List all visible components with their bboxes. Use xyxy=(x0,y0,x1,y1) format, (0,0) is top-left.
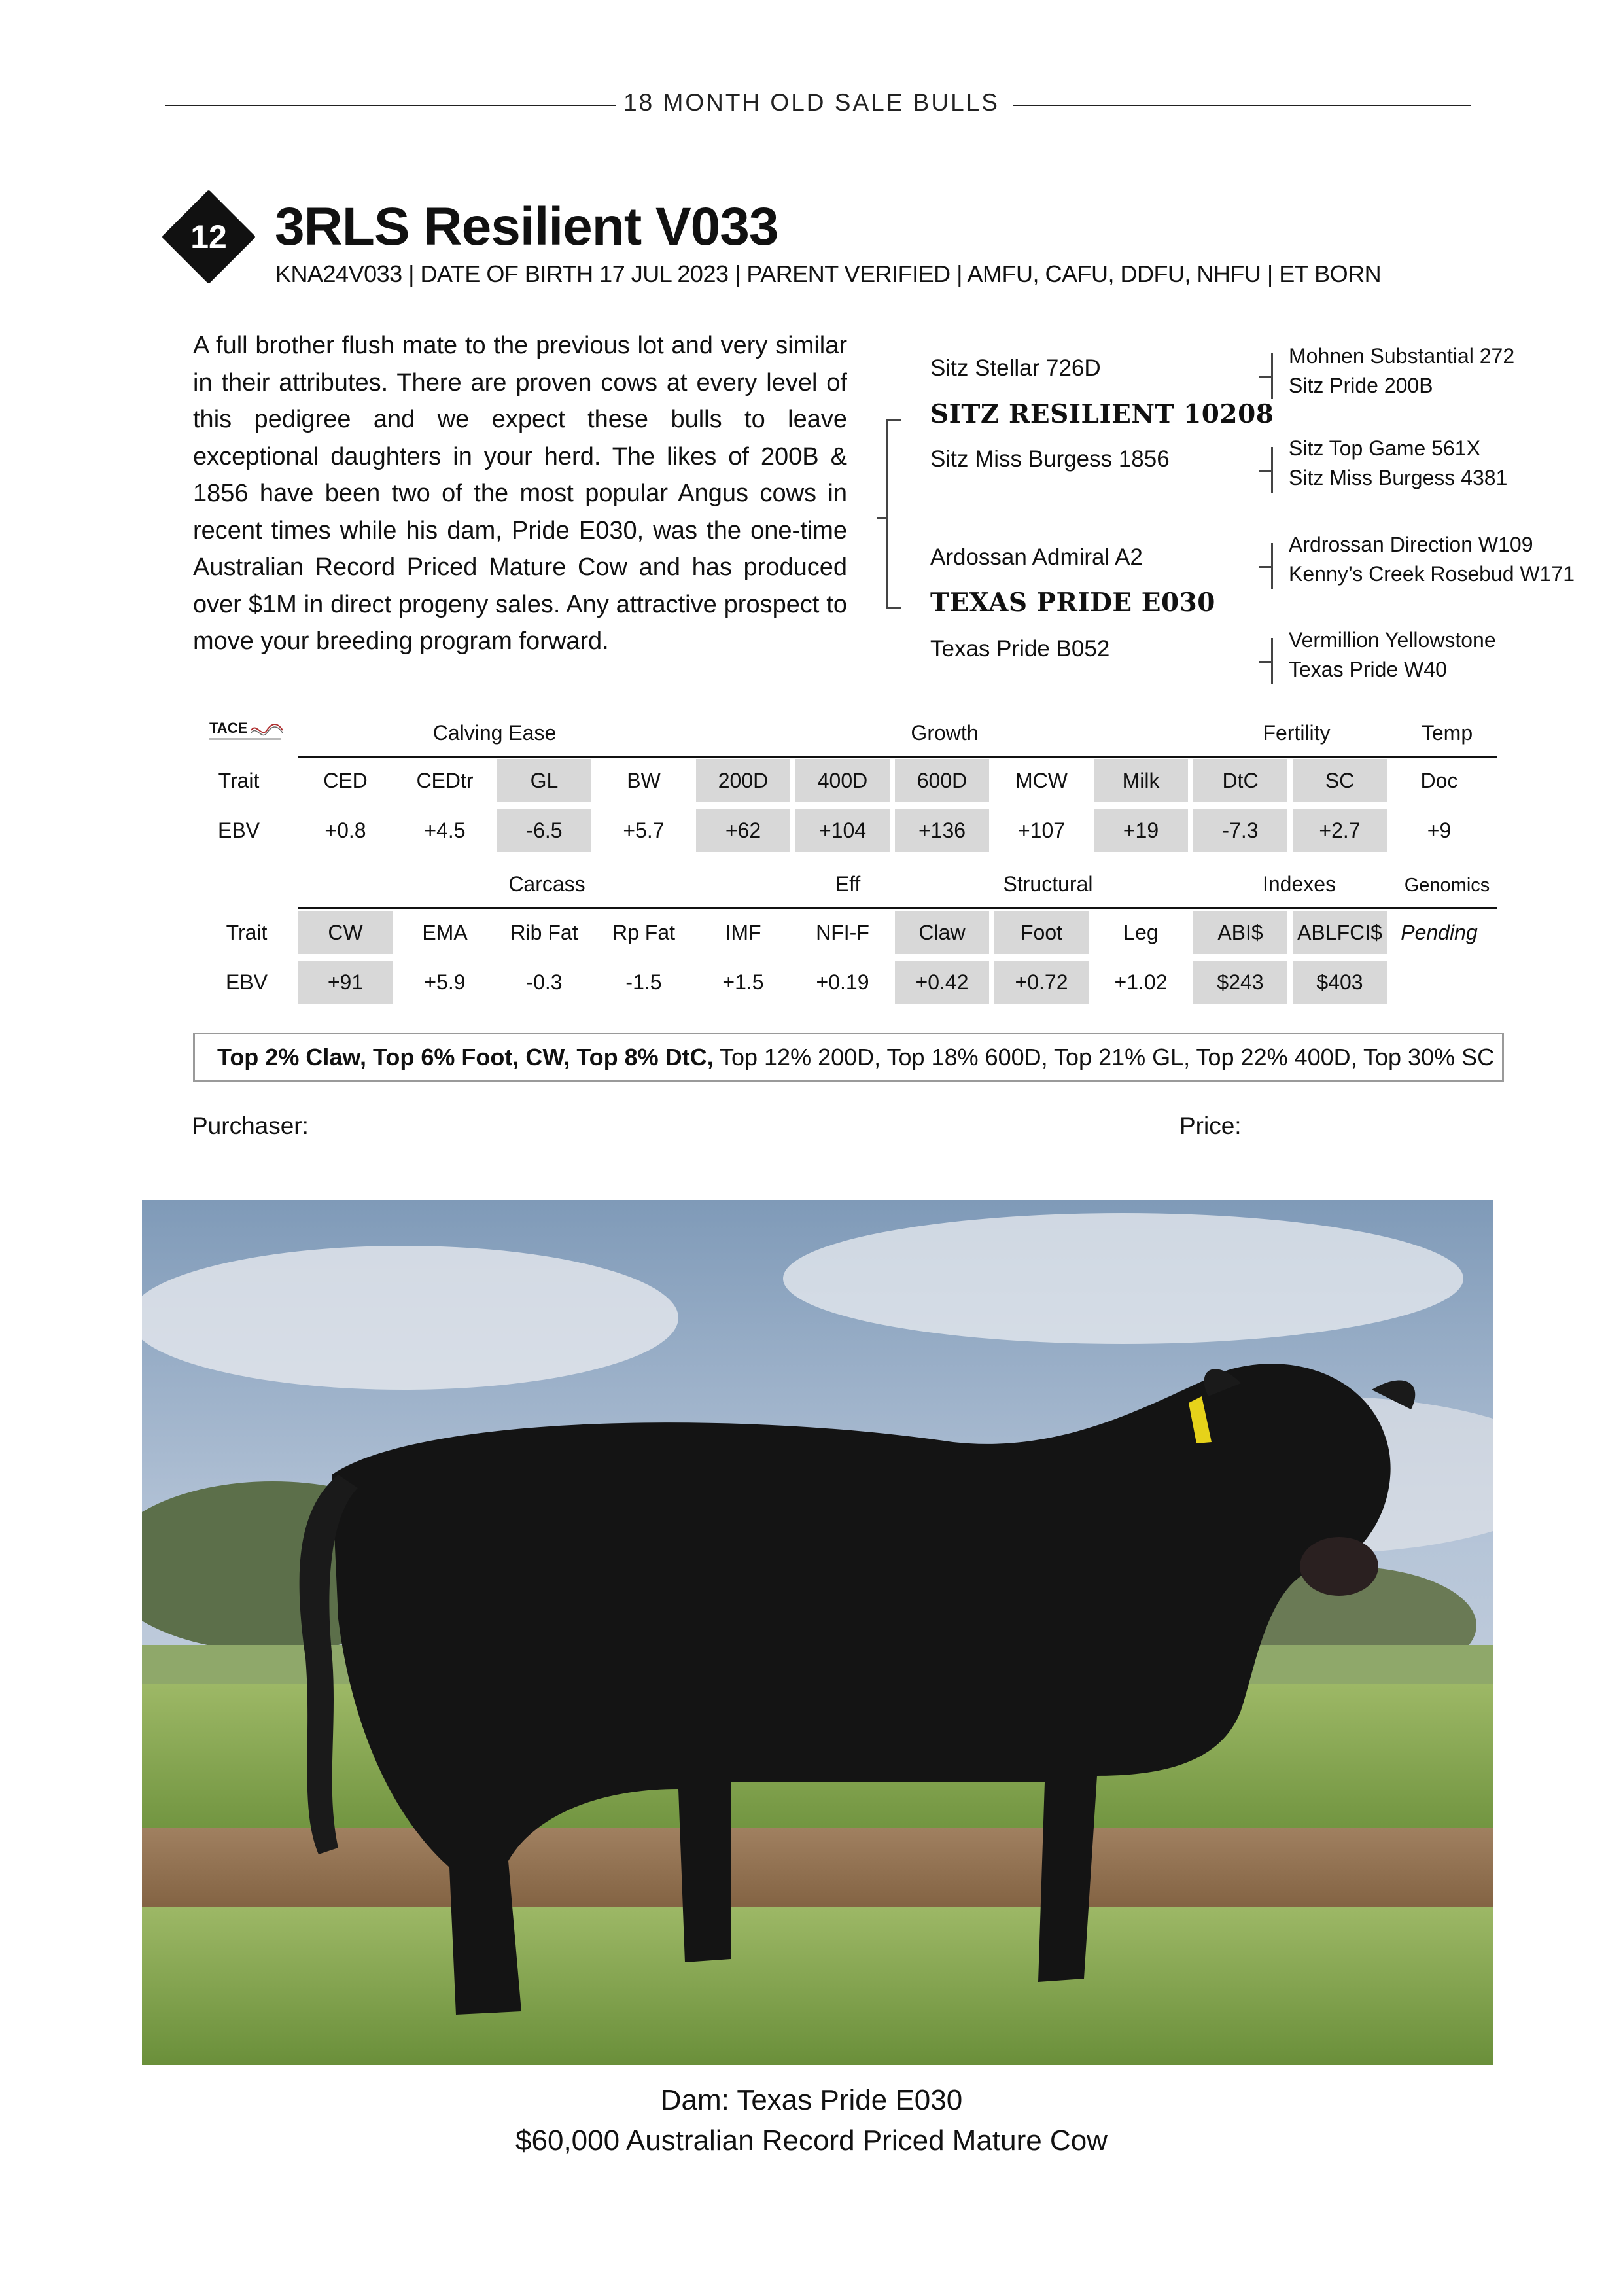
pedigree-dam-sire: Ardossan Admiral A2 xyxy=(930,544,1143,570)
pedigree-ddd: Texas Pride W40 xyxy=(1289,658,1447,681)
pedigree-dam: TEXAS PRIDE E030 xyxy=(930,588,1215,618)
svg-text:TACE: TACE xyxy=(209,720,248,736)
top-percentiles-box xyxy=(193,1033,1504,1082)
group-temp: Temp xyxy=(1421,721,1473,745)
photo-caption-subtitle: $60,000 Australian Record Priced Mature Cow xyxy=(515,2125,1108,2157)
bottom-trait-cell: CW xyxy=(298,911,393,954)
bottom-ebv-cell: +0.19 xyxy=(816,970,869,994)
pedigree-sdd: Sitz Miss Burgess 4381 xyxy=(1289,466,1508,489)
bottom-trait-cell: Leg xyxy=(1123,921,1159,944)
bottom-trait-row-label: Trait xyxy=(226,921,268,944)
top-trait-cell: CED xyxy=(323,769,368,792)
bottom-ebv-cell: +0.42 xyxy=(895,961,989,1004)
pedigree-dds: Vermillion Yellowstone xyxy=(1289,628,1496,652)
top-ebv-cell: +5.7 xyxy=(623,819,665,842)
top-ebv-cell: +19 xyxy=(1094,809,1188,852)
bottom-ebv-cell: $403 xyxy=(1293,961,1387,1004)
top-ebv-cell: +104 xyxy=(795,809,890,852)
top-trait-cell: GL xyxy=(497,759,591,802)
bottom-trait-cell: EMA xyxy=(422,921,468,944)
description: A full brother flush mate to the previous lot and very similar in their attributes. There are proven cows at every level of this pedigree and we expect these bulls to leave exceptional daughters in your herd. The likes of 200B & 1856 have been two of the most popular Angus cows in recent times while his dam, Pride E030, was the one-time Australian Record Priced Mature Cow and has produced over $1M in direct progeny sales. Any attractive prospect to move your breeding program forward. xyxy=(193,332,847,655)
top-trait-cell: 400D xyxy=(795,759,890,802)
pedigree-dsd: Kenny’s Creek Rosebud W171 xyxy=(1289,562,1575,586)
bottom-ebv-cell: +1.5 xyxy=(722,970,764,994)
top-trait-row-label: Trait xyxy=(218,769,260,792)
top-ebv-row-label: EBV xyxy=(217,819,260,842)
pedigree-ssd: Sitz Pride 200B xyxy=(1289,374,1433,397)
group-fertility: Fertility xyxy=(1263,721,1331,745)
top-ebv-cell: +2.7 xyxy=(1293,809,1387,852)
pedigree-sire-dam: Sitz Miss Burgess 1856 xyxy=(930,446,1170,472)
group-indexes: Indexes xyxy=(1262,872,1336,896)
bottom-ebv-row-label: EBV xyxy=(225,970,268,994)
header-rule-right xyxy=(1013,105,1471,106)
photo-caption-title: Dam: Texas Pride E030 xyxy=(660,2084,963,2116)
group-carcass: Carcass xyxy=(508,872,585,896)
group-calving-ease: Calving Ease xyxy=(432,721,557,745)
top-trait-cell: DtC xyxy=(1193,759,1287,802)
bottom-trait-cell: ABLFCI$ xyxy=(1293,911,1387,954)
pedigree-dss: Ardrossan Direction W109 xyxy=(1289,533,1533,556)
bottom-trait-cell: Pending xyxy=(1401,921,1478,944)
top-percentiles-bold: Top 2% Claw, Top 6% Foot, CW, Top 8% DtC, xyxy=(217,1044,714,1070)
top-ebv-cell: -6.5 xyxy=(497,809,591,852)
top-ebv-cell: +4.5 xyxy=(424,819,466,842)
top-trait-cell: BW xyxy=(627,769,661,792)
top-trait-cell: CEDtr xyxy=(416,769,474,792)
pedigree-sire: SITZ RESILIENT 10208 xyxy=(930,399,1274,429)
bottom-trait-cell: ABI$ xyxy=(1193,911,1287,954)
bottom-ebv-cell: -1.5 xyxy=(625,970,662,994)
lot-number-badge xyxy=(165,193,253,281)
top-ebv-cell: -7.3 xyxy=(1193,809,1287,852)
bottom-trait-cell: Claw xyxy=(895,911,989,954)
pedigree-sss: Mohnen Substantial 272 xyxy=(1289,344,1515,368)
top-trait-cell: MCW xyxy=(1015,769,1068,792)
bottom-ebv-cell: +91 xyxy=(298,961,393,1004)
bottom-trait-cell: NFI-F xyxy=(816,921,869,944)
dam-photo xyxy=(142,1200,1493,2065)
bottom-trait-cell: IMF xyxy=(725,921,761,944)
bull-name: 3RLS Resilient V033 xyxy=(275,197,778,256)
pedigree-sire-sire: Sitz Stellar 726D xyxy=(930,355,1101,381)
purchaser-label: Purchaser: xyxy=(192,1112,309,1139)
bottom-ebv-cell: -0.3 xyxy=(526,970,563,994)
tace-logo xyxy=(208,717,287,749)
bull-details: KNA24V033 | DATE OF BIRTH 17 JUL 2023 | PARENT VERIFIED | AMFU, CAFU, DDFU, NHFU | ET BORN xyxy=(275,260,1382,287)
bottom-trait-cell: Rib Fat xyxy=(510,921,578,944)
bottom-trait-cell: Rp Fat xyxy=(612,921,676,944)
lot-number: 12 xyxy=(190,219,227,255)
group-eff: Eff xyxy=(835,872,861,896)
cow-illustration xyxy=(142,1200,1493,2065)
section-title: 18 MONTH OLD SALE BULLS xyxy=(623,89,1000,116)
top-trait-cell: Milk xyxy=(1094,759,1188,802)
bottom-trait-cell: Foot xyxy=(994,911,1089,954)
top-trait-cell: 600D xyxy=(895,759,989,802)
top-ebv-cell: +0.8 xyxy=(324,819,366,842)
group-structural: Structural xyxy=(1003,872,1093,896)
top-ebv-cell: +136 xyxy=(895,809,989,852)
top-trait-cell: 200D xyxy=(696,759,790,802)
top-trait-cell: SC xyxy=(1293,759,1387,802)
top-ebv-cell: +9 xyxy=(1427,819,1452,842)
pedigree-sds: Sitz Top Game 561X xyxy=(1289,436,1480,460)
top-trait-cell: Doc xyxy=(1420,769,1458,792)
top-percentiles-rest: Top 12% 200D, Top 18% 600D, Top 21% GL, Top 22% 400D, Top 30% SC xyxy=(713,1044,1495,1070)
bottom-ebv-cell: $243 xyxy=(1193,961,1287,1004)
pedigree-dam-dam: Texas Pride B052 xyxy=(930,636,1110,662)
bottom-ebv-cell: +0.72 xyxy=(994,961,1089,1004)
top-ebv-cell: +107 xyxy=(1017,819,1066,842)
bottom-ebv-cell: +5.9 xyxy=(424,970,466,994)
price-label: Price: xyxy=(1179,1112,1242,1139)
top-ebv-cell: +62 xyxy=(696,809,790,852)
group-genomics: Genomics xyxy=(1404,875,1490,896)
bottom-ebv-cell: +1.02 xyxy=(1114,970,1168,994)
group-growth: Growth xyxy=(911,721,979,745)
